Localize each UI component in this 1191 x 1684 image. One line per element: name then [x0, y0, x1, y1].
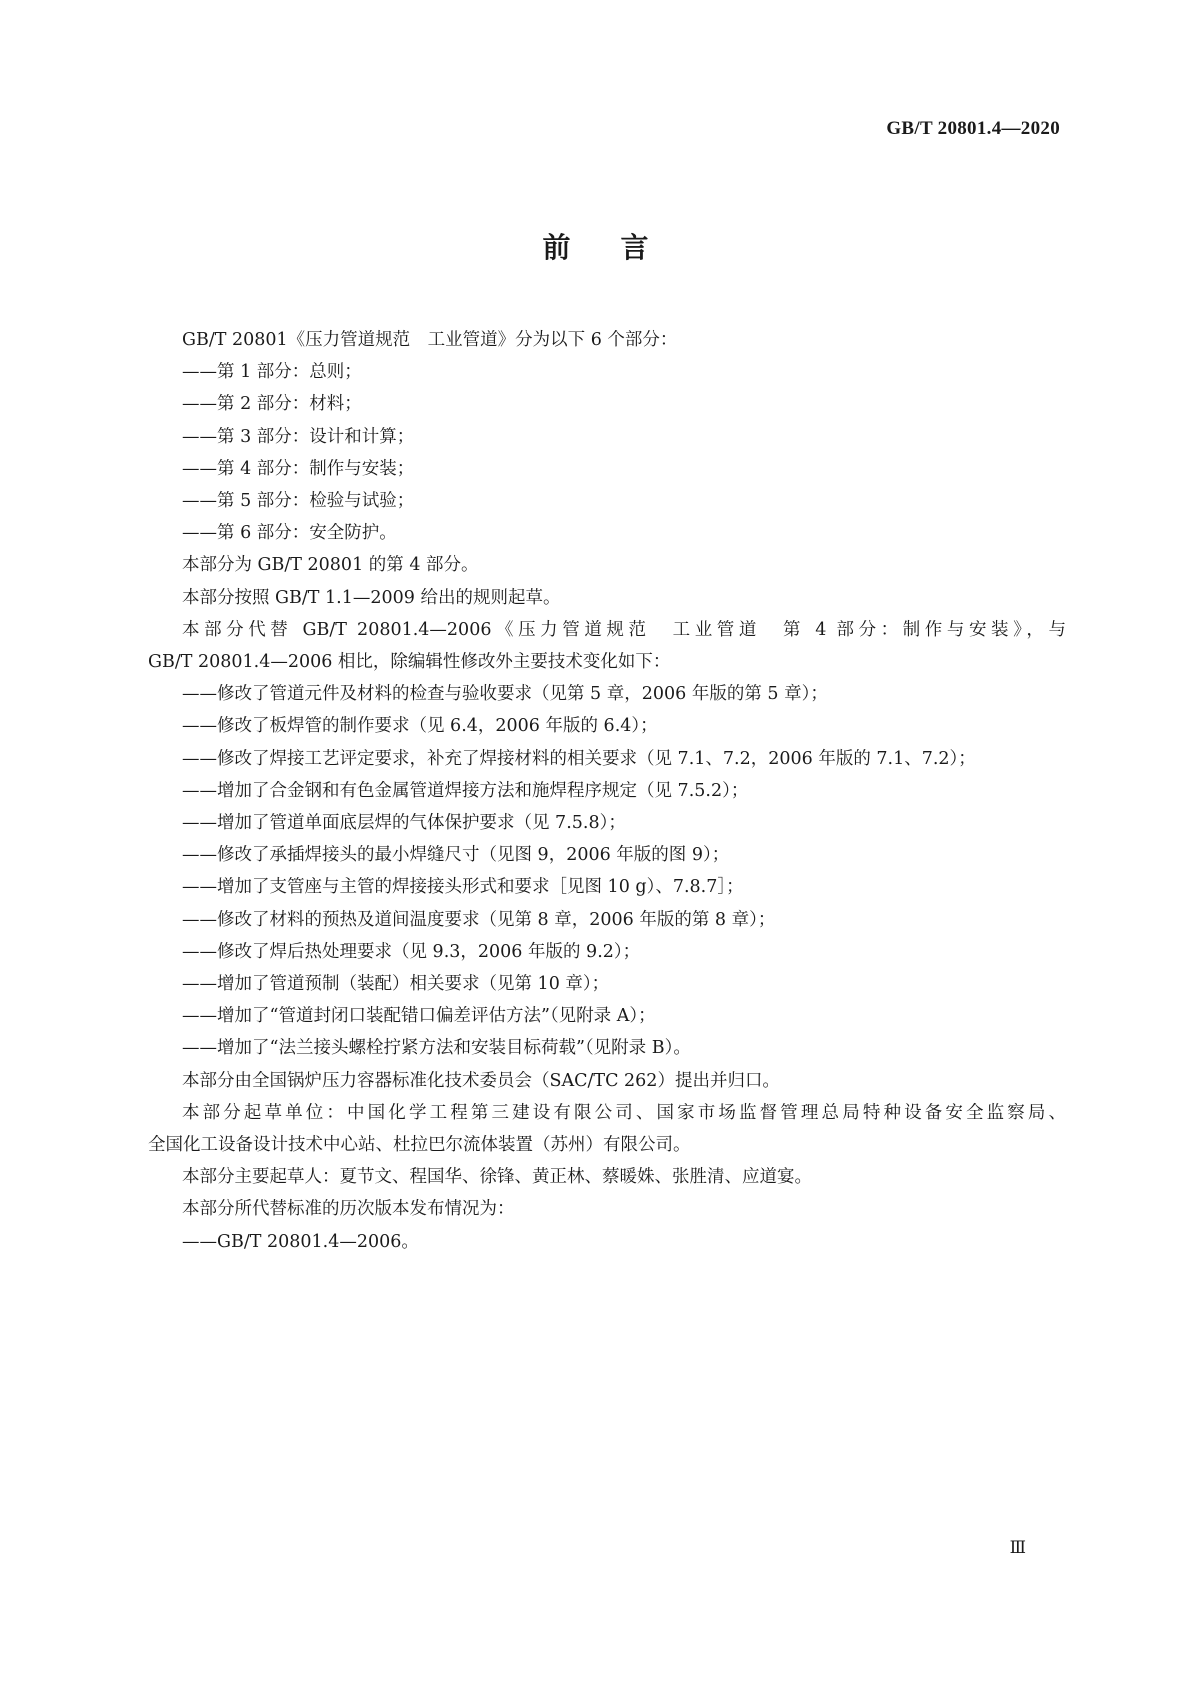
change-item: ——增加了“管道封闭口装配错口偏差评估方法”（见附录 A）； [182, 1006, 656, 1027]
this-part-paragraph: 本部分为 GB/T 20801 的第 4 部分。 [182, 555, 479, 576]
foreword-body [148, 324, 1066, 1258]
change-item: ——修改了材料的预热及道间温度要求（见第 8 章，2006 年版的第 8 章）； [182, 909, 776, 930]
change-item: ——修改了承插焊接头的最小焊缝尺寸（见图 9，2006 年版的图 9）； [182, 845, 730, 866]
list-item: ——第 3 部分：设计和计算； [182, 426, 415, 447]
standard-code: GB/T 20801.4—2020 [886, 118, 1060, 139]
drafting-units-line2: 全国化工设备设计技术中心站、杜拉巴尔流体装置（苏州）有限公司。 [148, 1135, 691, 1156]
drafters-paragraph: 本部分主要起草人：夏节文、程国华、徐锋、黄正林、蔡暖姝、张胜清、应道宴。 [182, 1167, 812, 1188]
list-item: ——第 2 部分：材料； [182, 394, 362, 415]
change-item: ——增加了支管座与主管的焊接接头形式和要求［见图 10 g）、7.8.7］； [182, 877, 744, 898]
page-number: Ⅲ [1009, 1538, 1026, 1557]
change-item: ——修改了焊后热处理要求（见 9.3，2006 年版的 9.2）； [182, 941, 641, 962]
list-item: ——第 4 部分：制作与安装； [182, 458, 415, 479]
change-item: ——修改了焊接工艺评定要求，补充了焊接材料的相关要求（见 7.1、7.2，2006 年版的 7.1、7.2）； [182, 748, 976, 769]
history-item: ——GB/T 20801.4—2006。 [182, 1231, 419, 1252]
change-item: ——修改了管道元件及材料的检查与验收要求（见第 5 章，2006 年版的第 5 章）； [182, 684, 828, 705]
history-intro-paragraph: 本部分所代替标准的历次版本发布情况为： [182, 1199, 515, 1220]
change-item: ——增加了“法兰接头螺栓拧紧方法和安装目标荷载”（见附录 B）。 [182, 1038, 691, 1059]
intro-paragraph: GB/T 20801《压力管道规范 工业管道》分为以下 6 个部分： [182, 330, 678, 350]
drafting-units-line1: 本部分起草单位：中国化学工程第三建设有限公司、国家市场监督管理总局特种设备安全监察局、 [182, 1102, 1066, 1123]
list-item: ——第 5 部分：检验与试验； [182, 491, 415, 512]
drafting-rule-paragraph: 本部分按照 GB/T 1.1—2009 给出的规则起草。 [182, 587, 561, 608]
change-item: ——增加了合金钢和有色金属管道焊接方法和施焊程序规定（见 7.5.2）； [182, 780, 749, 801]
change-item: ——增加了管道预制（装配）相关要求（见第 10 章）； [182, 974, 610, 995]
list-item: ——第 1 部分：总则； [182, 362, 362, 383]
proposed-by-paragraph: 本部分由全国锅炉压力容器标准化技术委员会（SAC/TC 262）提出并归口。 [182, 1070, 780, 1091]
replaces-paragraph-line1: 本部分代替 GB/T 20801.4—2006《压力管道规范 工业管道 第 4 部分：制作与安装》，与 [182, 619, 1066, 640]
list-item: ——第 6 部分：安全防护。 [182, 523, 397, 544]
change-item: ——增加了管道单面底层焊的气体保护要求（见 7.5.8）； [182, 813, 626, 834]
replaces-paragraph-line2: GB/T 20801.4—2006 相比，除编辑性修改外主要技术变化如下： [148, 652, 671, 673]
change-item: ——修改了板焊管的制作要求（见 6.4，2006 年版的 6.4）； [182, 716, 658, 737]
page-title: 前言 [542, 231, 699, 264]
